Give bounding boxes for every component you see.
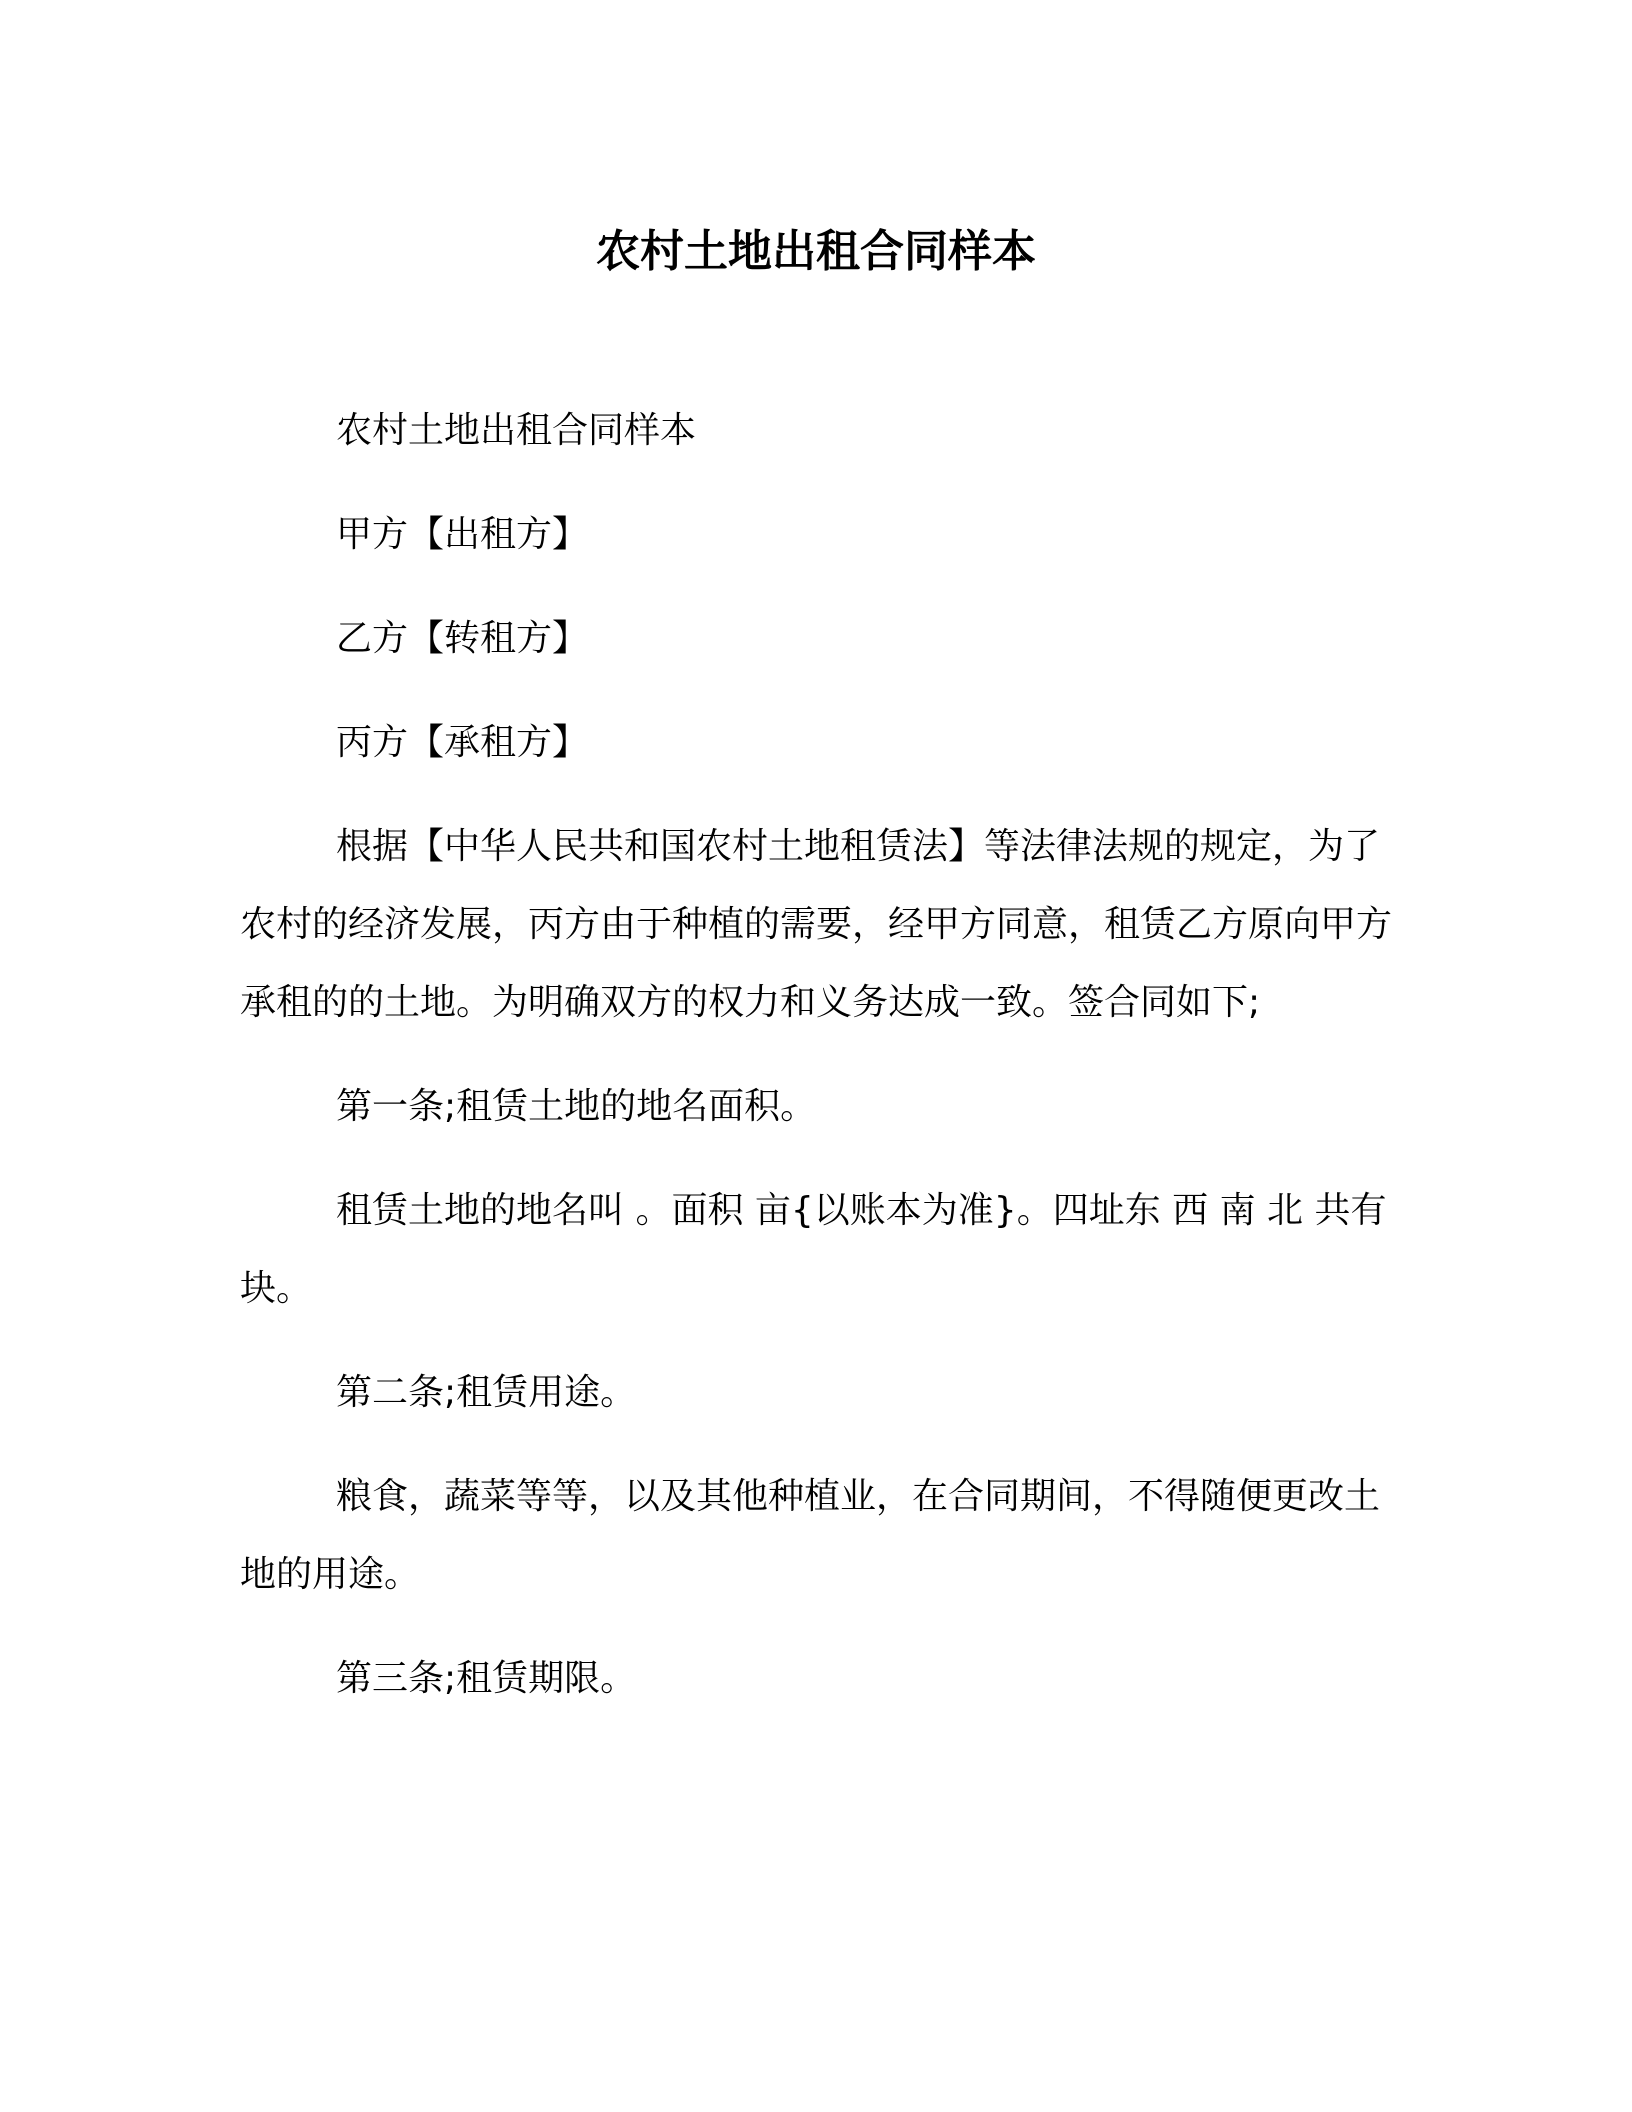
document-body <box>240 392 1395 1744</box>
paragraph-heading: 农村土地出租合同样本 <box>336 410 697 451</box>
paragraph-article-2-body: 粮食，蔬菜等等，以及其他种植业，在合同期间，不得随便更改土地的用途。 <box>240 1476 1381 1595</box>
paragraph-article-2-title: 第二条;租赁用途。 <box>336 1372 637 1413</box>
paragraph-party-b: 乙方【转租方】 <box>336 618 589 659</box>
document-title: 农村土地出租合同样本 <box>596 226 1036 277</box>
paragraph-party-c: 丙方【承租方】 <box>336 722 589 763</box>
paragraph-article-3-title: 第三条;租赁期限。 <box>336 1658 637 1699</box>
paragraph-article-1-body: 租赁土地的地名叫 。面积 亩{以账本为准}。四址东 西 南 北 共有 块。 <box>240 1190 1387 1309</box>
paragraph-party-a: 甲方【出租方】 <box>336 514 589 555</box>
paragraph-article-1-title: 第一条;租赁土地的地名面积。 <box>336 1086 817 1127</box>
paragraph-preamble: 根据【中华人民共和国农村土地租赁法】等法律法规的规定，为了农村的经济发展，丙方由于种植的需要，经甲方同意，租赁乙方原向甲方承租的的土地。为明确双方的权力和义务达成一致。签合同如下; <box>240 826 1393 1023</box>
